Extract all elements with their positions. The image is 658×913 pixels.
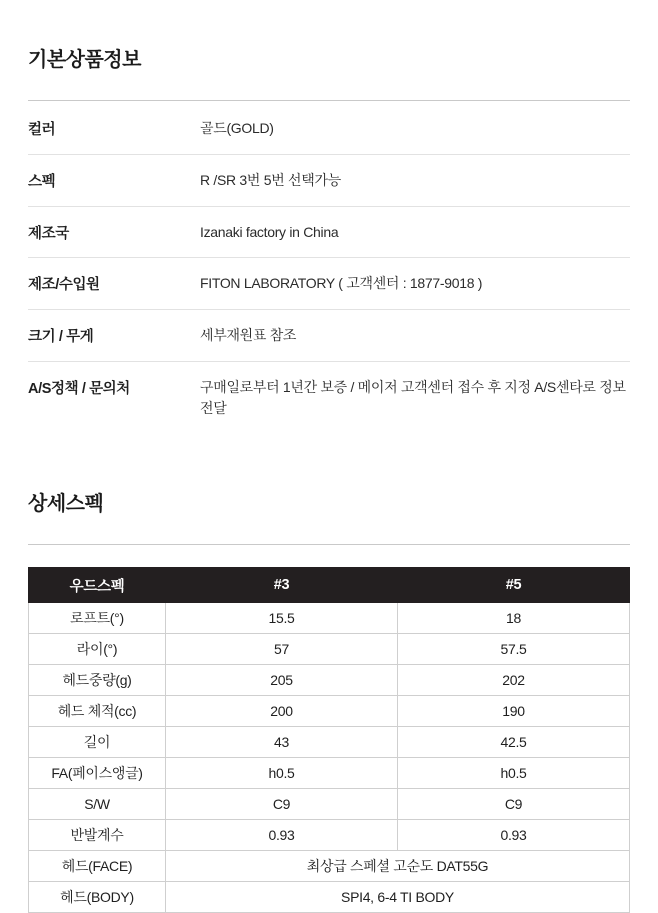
spec-label-lie: 라이(°) — [29, 634, 166, 665]
info-label-country: 제조국 — [28, 206, 200, 258]
info-label-color: 컬러 — [28, 122, 56, 139]
spec-label-cor: 반발계수 — [29, 820, 166, 851]
table-row — [29, 696, 630, 727]
info-value-spec: R /SR 3번 5번 선택가능 — [200, 154, 630, 206]
spec-value-swing-weight-5: C9 — [398, 789, 630, 820]
info-label-manufacturer: 제조/수입원 — [28, 258, 200, 310]
spec-value-lie-3: 57 — [166, 634, 398, 665]
basic-info-title: 기본상품정보 — [28, 48, 141, 71]
table-row — [29, 727, 630, 758]
spec-value-head-volume-3: 200 — [166, 696, 398, 727]
table-row — [28, 206, 630, 258]
info-label-as-policy: A/S정책 / 문의처 — [28, 361, 200, 434]
table-row — [29, 820, 630, 851]
table-row — [28, 103, 630, 154]
info-value-size-weight: 세부재원표 참조 — [200, 309, 630, 361]
info-value-country: Izanaki factory in China — [200, 206, 630, 258]
spec-header-5: #5 — [398, 568, 630, 603]
spec-value-head-face: 최상급 스페셜 고순도 DAT55G — [166, 851, 630, 882]
table-row — [29, 851, 630, 882]
spec-value-head-body: SPI4, 6-4 TI BODY — [166, 882, 630, 913]
table-row — [28, 361, 630, 434]
spec-label-swing-weight: S/W — [29, 789, 166, 820]
detail-spec-table-wrap — [28, 567, 630, 913]
table-row — [29, 603, 630, 634]
spec-value-loft-5: 18 — [398, 603, 630, 634]
spec-value-face-angle-3: h0.5 — [166, 758, 398, 789]
basic-info-table — [28, 103, 630, 434]
table-row — [28, 258, 630, 310]
spec-value-head-weight-5: 202 — [398, 665, 630, 696]
detail-spec-title: 상세스펙 — [28, 492, 104, 515]
basic-info-divider — [28, 100, 630, 101]
spec-label-head-face: 헤드(FACE) — [29, 851, 166, 882]
detail-spec-divider — [28, 544, 630, 545]
table-row — [29, 634, 630, 665]
info-value-as-policy: 구매일로부터 1년간 보증 / 메이저 고객센터 접수 후 지정 A/S센타로 정보 전달 — [200, 361, 630, 434]
info-value-color: 골드(GOLD) — [200, 120, 274, 137]
spec-value-cor-5: 0.93 — [398, 820, 630, 851]
spec-label-head-volume: 헤드 체적(cc) — [29, 696, 166, 727]
spec-value-length-3: 43 — [166, 727, 398, 758]
info-label-size-weight: 크기 / 무게 — [28, 309, 200, 361]
spec-label-face-angle: FA(페이스앵글) — [29, 758, 166, 789]
spec-value-lie-5: 57.5 — [398, 634, 630, 665]
spec-label-head-weight: 헤드중량(g) — [29, 665, 166, 696]
info-label-spec: 스펙 — [28, 154, 200, 206]
spec-header-3: #3 — [166, 568, 398, 603]
table-row — [29, 789, 630, 820]
table-row — [28, 154, 630, 206]
product-info-page — [0, 17, 658, 906]
spec-value-face-angle-5: h0.5 — [398, 758, 630, 789]
spec-value-cor-3: 0.93 — [166, 820, 398, 851]
spec-header-category: 우드스펙 — [29, 568, 166, 603]
spec-value-head-volume-5: 190 — [398, 696, 630, 727]
spec-value-length-5: 42.5 — [398, 727, 630, 758]
table-row — [29, 665, 630, 696]
table-row — [29, 758, 630, 789]
table-row — [29, 882, 630, 913]
spec-value-loft-3: 15.5 — [166, 603, 398, 634]
spec-value-swing-weight-3: C9 — [166, 789, 398, 820]
detail-spec-table — [28, 567, 630, 913]
info-value-manufacturer: FITON LABORATORY ( 고객센터 : 1877-9018 ) — [200, 258, 630, 310]
table-row — [28, 309, 630, 361]
spec-label-length: 길이 — [29, 727, 166, 758]
spec-value-head-weight-3: 205 — [166, 665, 398, 696]
table-header-row — [29, 568, 630, 603]
spec-label-loft: 로프트(°) — [29, 603, 166, 634]
spec-label-head-body: 헤드(BODY) — [29, 882, 166, 913]
